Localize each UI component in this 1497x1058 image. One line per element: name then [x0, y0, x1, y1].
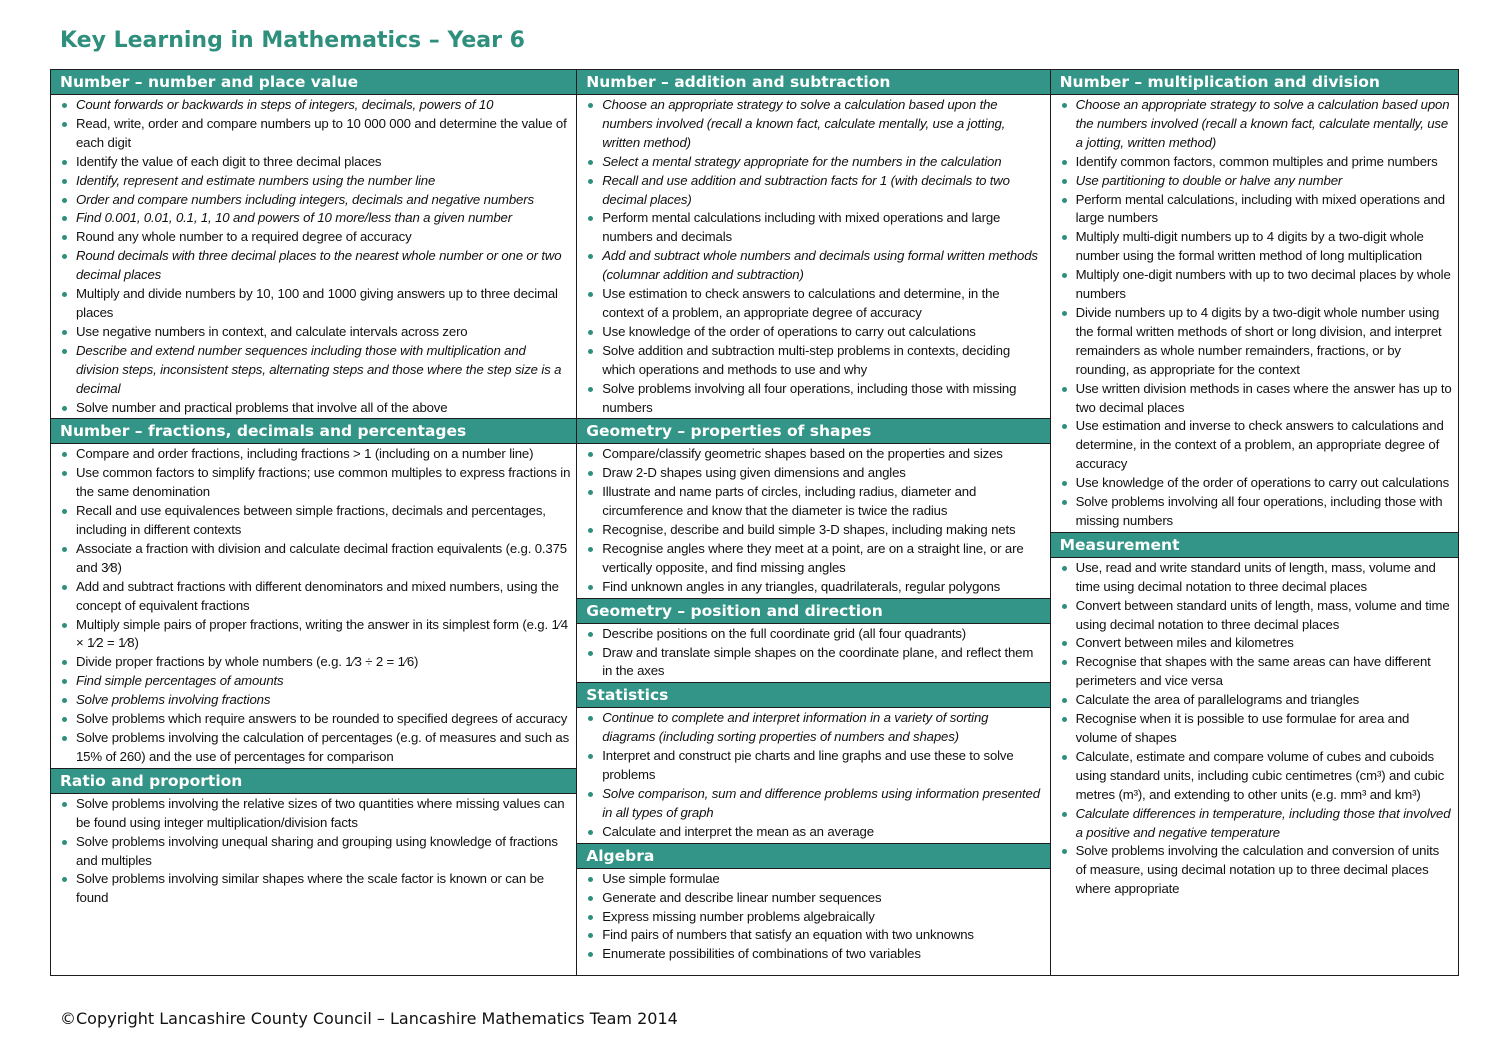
objective-item: Perform mental calculations, including with mixed operations and large numbers — [1051, 191, 1452, 229]
column-3 — [1051, 70, 1458, 975]
objective-item: Multiply and divide numbers by 10, 100 and 1000 giving answers up to three decimal places — [51, 285, 570, 323]
objective-item: Calculate the area of parallelograms and triangles — [1051, 691, 1452, 710]
objective-item: Identify the value of each digit to three decimal places — [51, 153, 570, 172]
objective-item: Recognise when it is possible to use formulae for area and volume of shapes — [1051, 710, 1452, 748]
objective-item: Describe and extend number sequences including those with multiplication and division steps, inconsistent steps, alternating steps and those where the step size is a decimal — [51, 342, 570, 399]
objective-item: Find 0.001, 0.01, 0.1, 1, 10 and powers of 10 more/less than a given number — [51, 209, 570, 228]
objective-item: Calculate differences in temperature, including those that involved a positive and negative temperature — [1051, 805, 1452, 843]
objective-item: Draw 2-D shapes using given dimensions and angles — [577, 464, 1043, 483]
objective-item: Add and subtract whole numbers and decimals using formal written methods (columnar addition and subtraction) — [577, 247, 1043, 285]
objective-item: Find simple percentages of amounts — [51, 672, 570, 691]
objective-item: Round any whole number to a required degree of accuracy — [51, 228, 570, 247]
objective-item: Use knowledge of the order of operations to carry out calculations — [577, 323, 1043, 342]
section — [51, 70, 576, 418]
objective-item: Solve problems involving all four operations, including those with missing numbers — [577, 380, 1043, 418]
objective-item: Solve problems involving the calculation and conversion of units of measure, using decimal notation up to three decimal places where appropriate — [1051, 842, 1452, 899]
objective-list — [1051, 95, 1458, 532]
objective-item: Find pairs of numbers that satisfy an equation with two unknowns — [577, 926, 1043, 945]
objective-item: Divide proper fractions by whole numbers (e.g. 1⁄3 ÷ 2 = 1⁄6) — [51, 653, 570, 672]
objective-item: Enumerate possibilities of combinations of two variables — [577, 945, 1043, 964]
objective-item: Describe positions on the full coordinate grid (all four quadrants) — [577, 625, 1043, 644]
section — [577, 682, 1049, 842]
section-header: Number – multiplication and division — [1051, 70, 1458, 95]
objective-item: Interpret and construct pie charts and line graphs and use these to solve problems — [577, 747, 1043, 785]
objective-item: Solve number and practical problems that involve all of the above — [51, 399, 570, 418]
objective-item: Draw and translate simple shapes on the coordinate plane, and reflect them in the axes — [577, 644, 1043, 682]
objective-item: Recognise that shapes with the same areas can have different perimeters and vice versa — [1051, 653, 1452, 691]
objective-item: Choose an appropriate strategy to solve a calculation based upon the numbers involved (recall a known fact, calculate mentally, use a jotting, written method) — [577, 96, 1043, 153]
objective-item: Use, read and write standard units of length, mass, volume and time using decimal notation to three decimal places — [1051, 559, 1452, 597]
objective-item: Solve problems involving fractions — [51, 691, 570, 710]
copyright-footer: ©Copyright Lancashire County Council – Lancashire Mathematics Team 2014 — [60, 1009, 678, 1028]
objective-item: Order and compare numbers including integers, decimals and negative numbers — [51, 191, 570, 210]
objective-item: Use simple formulae — [577, 870, 1043, 889]
objective-item: Associate a fraction with division and calculate decimal fraction equivalents (e.g. 0.375 and 3⁄8) — [51, 540, 570, 578]
objective-list — [577, 624, 1049, 683]
objective-item: Convert between miles and kilometres — [1051, 634, 1452, 653]
section-header: Algebra — [577, 843, 1049, 869]
objective-item: Illustrate and name parts of circles, including radius, diameter and circumference and know that the diameter is twice the radius — [577, 483, 1043, 521]
objective-item: Solve problems which require answers to be rounded to specified degrees of accuracy — [51, 710, 570, 729]
objective-item: Identify common factors, common multiples and prime numbers — [1051, 153, 1452, 172]
objective-list — [51, 95, 576, 418]
section — [51, 418, 576, 767]
objective-item: Read, write, order and compare numbers up to 10 000 000 and determine the value of each digit — [51, 115, 570, 153]
objective-item: Multiply one-digit numbers with up to two decimal places by whole numbers — [1051, 266, 1452, 304]
section — [51, 768, 576, 909]
objective-item: Use estimation and inverse to check answers to calculations and determine, in the context of a problem, an appropriate degree of accuracy — [1051, 417, 1452, 474]
objective-item: Find unknown angles in any triangles, quadrilaterals, regular polygons — [577, 578, 1043, 597]
objective-item: Solve problems involving unequal sharing and grouping using knowledge of fractions and multiples — [51, 833, 570, 871]
objective-list — [577, 708, 1049, 842]
objective-item: Solve problems involving similar shapes where the scale factor is known or can be found — [51, 870, 570, 908]
learning-grid — [50, 69, 1459, 976]
objective-item: Compare and order fractions, including fractions > 1 (including on a number line) — [51, 445, 570, 464]
objective-item: Count forwards or backwards in steps of integers, decimals, powers of 10 — [51, 96, 570, 115]
objective-item: Solve problems involving all four operations, including those with missing numbers — [1051, 493, 1452, 531]
objective-item: Compare/classify geometric shapes based on the properties and sizes — [577, 445, 1043, 464]
section-header: Geometry – properties of shapes — [577, 418, 1049, 444]
objective-item: Use written division methods in cases where the answer has up to two decimal places — [1051, 380, 1452, 418]
section — [577, 598, 1049, 683]
objective-item: Use estimation to check answers to calculations and determine, in the context of a problem, an appropriate degree of accuracy — [577, 285, 1043, 323]
section — [577, 843, 1049, 966]
objective-item: Solve addition and subtraction multi-step problems in contexts, deciding which operations and methods to use and why — [577, 342, 1043, 380]
objective-item: Multiply multi-digit numbers up to 4 digits by a two-digit whole number using the formal written method of long multiplication — [1051, 228, 1452, 266]
objective-item: Continue to complete and interpret information in a variety of sorting diagrams (including sorting properties of numbers and shapes) — [577, 709, 1043, 747]
objective-list — [51, 444, 576, 767]
objective-item: Perform mental calculations including with mixed operations and large numbers and decimals — [577, 209, 1043, 247]
page-title: Key Learning in Mathematics – Year 6 — [60, 28, 525, 53]
objective-item: Use negative numbers in context, and calculate intervals across zero — [51, 323, 570, 342]
objective-list — [1051, 558, 1458, 900]
column-2 — [577, 70, 1050, 975]
objective-item: Express missing number problems algebraically — [577, 908, 1043, 927]
section — [1051, 70, 1458, 532]
objective-item: Recall and use equivalences between simple fractions, decimals and percentages, including in different contexts — [51, 502, 570, 540]
section-header: Statistics — [577, 682, 1049, 708]
objective-list — [51, 794, 576, 909]
section-header: Number – fractions, decimals and percentages — [51, 418, 576, 444]
objective-item: Solve problems involving the relative sizes of two quantities where missing values can be found using integer multiplication/division facts — [51, 795, 570, 833]
objective-item: Recall and use addition and subtraction facts for 1 (with decimals to two decimal places) — [577, 172, 1043, 210]
section — [577, 418, 1049, 597]
objective-item: Divide numbers up to 4 digits by a two-digit whole number using the formal written methods of short or long division, and interpret remainders as whole number remainders, fractions, or by rounding, as appropriate for the context — [1051, 304, 1452, 380]
objective-item: Use partitioning to double or halve any number — [1051, 172, 1452, 191]
objective-list — [577, 444, 1049, 597]
section-header: Ratio and proportion — [51, 768, 576, 794]
objective-list — [577, 95, 1049, 418]
objective-item: Round decimals with three decimal places to the nearest whole number or one or two decimal places — [51, 247, 570, 285]
objective-list — [577, 869, 1049, 966]
objective-item: Convert between standard units of length, mass, volume and time using decimal notation to three decimal places — [1051, 597, 1452, 635]
objective-item: Solve comparison, sum and difference problems using information presented in all types of graph — [577, 785, 1043, 823]
objective-item: Recognise, describe and build simple 3-D shapes, including making nets — [577, 521, 1043, 540]
objective-item: Use knowledge of the order of operations to carry out calculations — [1051, 474, 1452, 493]
objective-item: Calculate and interpret the mean as an average — [577, 823, 1043, 842]
section — [577, 70, 1049, 418]
objective-item: Select a mental strategy appropriate for the numbers in the calculation — [577, 153, 1043, 172]
objective-item: Recognise angles where they meet at a point, are on a straight line, or are vertically opposite, and find missing angles — [577, 540, 1043, 578]
section-header: Number – addition and subtraction — [577, 70, 1049, 95]
objective-item: Calculate, estimate and compare volume of cubes and cuboids using standard units, including cubic centimetres (cm³) and cubic metres (m³), and extending to other units (e.g. mm³ and km³) — [1051, 748, 1452, 805]
objective-item: Choose an appropriate strategy to solve a calculation based upon the numbers involved (recall a known fact, calculate mentally, use a jotting, written method) — [1051, 96, 1452, 153]
section-header: Measurement — [1051, 532, 1458, 558]
section-header: Number – number and place value — [51, 70, 576, 95]
objective-item: Add and subtract fractions with different denominators and mixed numbers, using the concept of equivalent fractions — [51, 578, 570, 616]
objective-item: Multiply simple pairs of proper fractions, writing the answer in its simplest form (e.g. 1⁄4 × 1⁄2 = 1⁄8) — [51, 616, 570, 654]
section-header: Geometry – position and direction — [577, 598, 1049, 624]
column-1 — [51, 70, 577, 975]
objective-item: Solve problems involving the calculation of percentages (e.g. of measures and such as 15% of 260) and the use of percentages for comparison — [51, 729, 570, 767]
objective-item: Generate and describe linear number sequences — [577, 889, 1043, 908]
objective-item: Identify, represent and estimate numbers using the number line — [51, 172, 570, 191]
section — [1051, 532, 1458, 900]
objective-item: Use common factors to simplify fractions; use common multiples to express fractions in the same denomination — [51, 464, 570, 502]
